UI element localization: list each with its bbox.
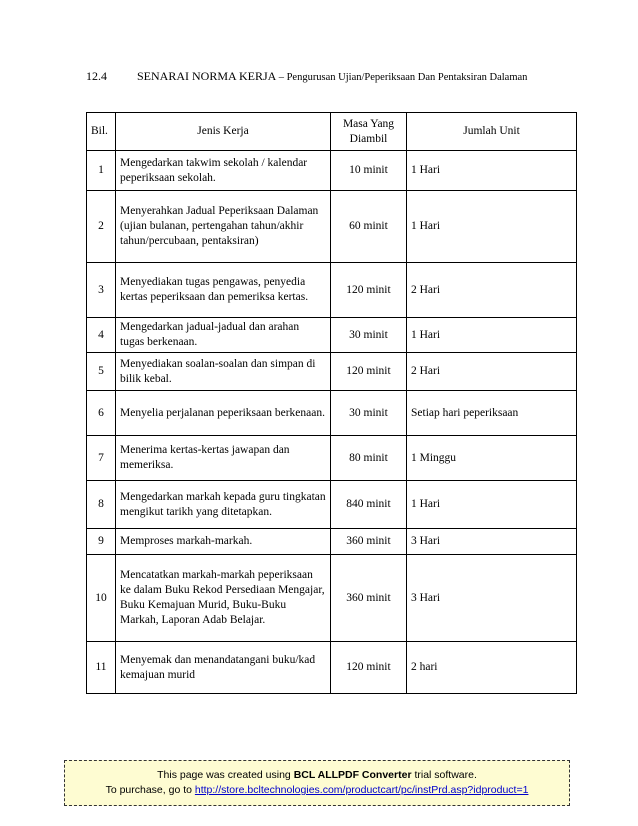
converter-trial-notice bbox=[64, 760, 570, 806]
cell-masa: 120 minit bbox=[331, 263, 407, 318]
notice-line-2 bbox=[65, 783, 569, 798]
cell-jumlah: 1 Hari bbox=[407, 151, 577, 191]
cell-masa: 80 minit bbox=[331, 436, 407, 481]
table-row bbox=[87, 436, 577, 481]
cell-jumlah: Setiap hari peperiksaan bbox=[407, 391, 577, 436]
cell-masa: 360 minit bbox=[331, 555, 407, 642]
cell-masa: 10 minit bbox=[331, 151, 407, 191]
cell-jumlah: 3 Hari bbox=[407, 555, 577, 642]
table-row bbox=[87, 151, 577, 191]
table-row bbox=[87, 555, 577, 642]
section-subtitle: – Pengurusan Ujian/Peperiksaan Dan Pentaksiran Dalaman bbox=[278, 72, 528, 83]
cell-jumlah: 2 Hari bbox=[407, 353, 577, 391]
cell-jenis: Mengedarkan takwim sekolah / kalendar peperiksaan sekolah. bbox=[116, 151, 331, 191]
section-heading bbox=[86, 69, 527, 84]
header-jumlah-unit: Jumlah Unit bbox=[407, 113, 577, 151]
table-row bbox=[87, 353, 577, 391]
cell-bil: 5 bbox=[87, 353, 116, 391]
purchase-link[interactable]: http://store.bcltechnologies.com/productcart/pc/instPrd.asp?idproduct=1 bbox=[194, 784, 529, 796]
cell-jumlah: 1 Minggu bbox=[407, 436, 577, 481]
cell-bil: 10 bbox=[87, 555, 116, 642]
cell-masa: 30 minit bbox=[331, 318, 407, 353]
cell-jumlah: 2 hari bbox=[407, 642, 577, 694]
cell-bil: 4 bbox=[87, 318, 116, 353]
cell-bil: 11 bbox=[87, 642, 116, 694]
cell-jenis: Menerima kertas-kertas jawapan dan memeriksa. bbox=[116, 436, 331, 481]
cell-bil: 9 bbox=[87, 529, 116, 555]
cell-masa: 120 minit bbox=[331, 353, 407, 391]
cell-jenis: Menyediakan tugas pengawas, penyedia kertas peperiksaan dan pemeriksa kertas. bbox=[116, 263, 331, 318]
work-norm-table bbox=[86, 112, 577, 694]
cell-masa: 60 minit bbox=[331, 191, 407, 263]
cell-bil: 6 bbox=[87, 391, 116, 436]
cell-jenis: Mengedarkan markah kepada guru tingkatan mengikut tarikh yang ditetapkan. bbox=[116, 481, 331, 529]
cell-jumlah: 1 Hari bbox=[407, 191, 577, 263]
cell-jumlah: 1 Hari bbox=[407, 318, 577, 353]
table-row bbox=[87, 318, 577, 353]
header-bil: Bil. bbox=[87, 113, 116, 151]
notice-line-1 bbox=[65, 768, 569, 783]
cell-jenis: Mencatatkan markah-markah peperiksaan ke dalam Buku Rekod Persediaan Mengajar, Buku Kemajuan Murid, Buku-Buku Markah, Laporan Adab Belajar. bbox=[116, 555, 331, 642]
cell-masa: 30 minit bbox=[331, 391, 407, 436]
table-header-row bbox=[87, 113, 577, 151]
notice-line-2-pre: To purchase, go to bbox=[105, 784, 195, 796]
cell-masa: 120 minit bbox=[331, 642, 407, 694]
table-row bbox=[87, 191, 577, 263]
cell-jumlah: 2 Hari bbox=[407, 263, 577, 318]
section-title: SENARAI NORMA KERJA bbox=[137, 69, 276, 83]
table-row bbox=[87, 529, 577, 555]
notice-line-1-post: trial software. bbox=[411, 769, 477, 781]
cell-jenis: Mengedarkan jadual-jadual dan arahan tugas berkenaan. bbox=[116, 318, 331, 353]
cell-jenis: Menyerahkan Jadual Peperiksaan Dalaman (ujian bulanan, pertengahan tahun/akhir tahun/percubaan, pentaksiran) bbox=[116, 191, 331, 263]
header-masa-diambil: Masa Yang Diambil bbox=[331, 113, 407, 151]
cell-jenis: Menyelia perjalanan peperiksaan berkenaan. bbox=[116, 391, 331, 436]
table-row bbox=[87, 263, 577, 318]
cell-jumlah: 1 Hari bbox=[407, 481, 577, 529]
header-jenis-kerja: Jenis Kerja bbox=[116, 113, 331, 151]
cell-bil: 2 bbox=[87, 191, 116, 263]
cell-bil: 3 bbox=[87, 263, 116, 318]
cell-bil: 8 bbox=[87, 481, 116, 529]
table-row bbox=[87, 391, 577, 436]
cell-jumlah: 3 Hari bbox=[407, 529, 577, 555]
section-number: 12.4 bbox=[86, 69, 107, 83]
cell-jenis: Menyediakan soalan-soalan dan simpan di bilik kebal. bbox=[116, 353, 331, 391]
cell-bil: 7 bbox=[87, 436, 116, 481]
table-row bbox=[87, 481, 577, 529]
cell-jenis: Memproses markah-markah. bbox=[116, 529, 331, 555]
table-row bbox=[87, 642, 577, 694]
cell-jenis: Menyemak dan menandatangani buku/kad kemajuan murid bbox=[116, 642, 331, 694]
notice-line-1-pre: This page was created using bbox=[157, 769, 294, 781]
notice-brand: BCL ALLPDF Converter bbox=[293, 769, 412, 781]
cell-masa: 360 minit bbox=[331, 529, 407, 555]
cell-bil: 1 bbox=[87, 151, 116, 191]
cell-masa: 840 minit bbox=[331, 481, 407, 529]
